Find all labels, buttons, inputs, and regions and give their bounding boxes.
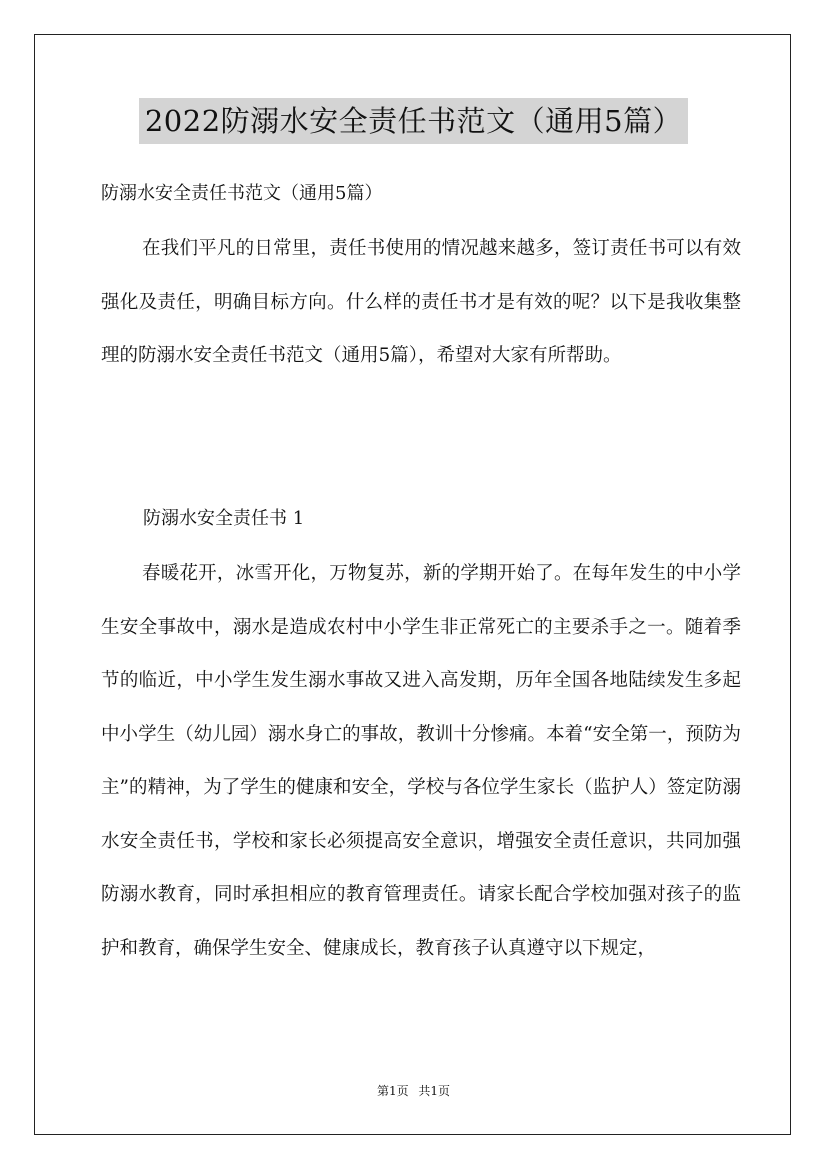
section-paragraph: 春暖花开，冰雪开化，万物复苏，新的学期开始了。在每年发生的中小学生安全事故中，溺水是造成农村中小学生非正常死亡的主要杀手之一。随着季节的临近，中小学生发生溺水事故又进入高发期，历年全国各地陆续发生多起中小学生（幼儿园）溺水身亡的事故，教训十分惨痛。本着“安全第一，预防为主”的精神，为了学生的健康和安全，学校与各位学生家长（监护人）签定防溺水安全责任书，学校和家长必须提高安全意识，增强安全责任意识，共同加强防溺水教育，同时承担相应的教育管理责任。请家长配合学校加强对孩子的监护和教育，确保学生安全、健康成长，教育孩子认真遵守以下规定， <box>101 563 741 959</box>
section-heading: 防溺水安全责任书 1 <box>143 508 305 529</box>
title-container <box>0 98 827 144</box>
document-title: 2022防溺水安全责任书范文（通用5篇） <box>139 98 688 144</box>
intro-paragraph: 在我们平凡的日常里，责任书使用的情况越来越多，签订责任书可以有效强化及责任，明确目标方向。什么样的责任书才是有效的呢？以下是我收集整理的防溺水安全责任书范文（通用5篇），希望对大家有所帮助。 <box>101 238 741 366</box>
document-subtitle: 防溺水安全责任书范文（通用5篇） <box>101 183 383 204</box>
page-total: 共1页 <box>418 1084 451 1098</box>
page-number: 第1页 <box>376 1084 409 1098</box>
page-footer <box>0 1083 827 1099</box>
